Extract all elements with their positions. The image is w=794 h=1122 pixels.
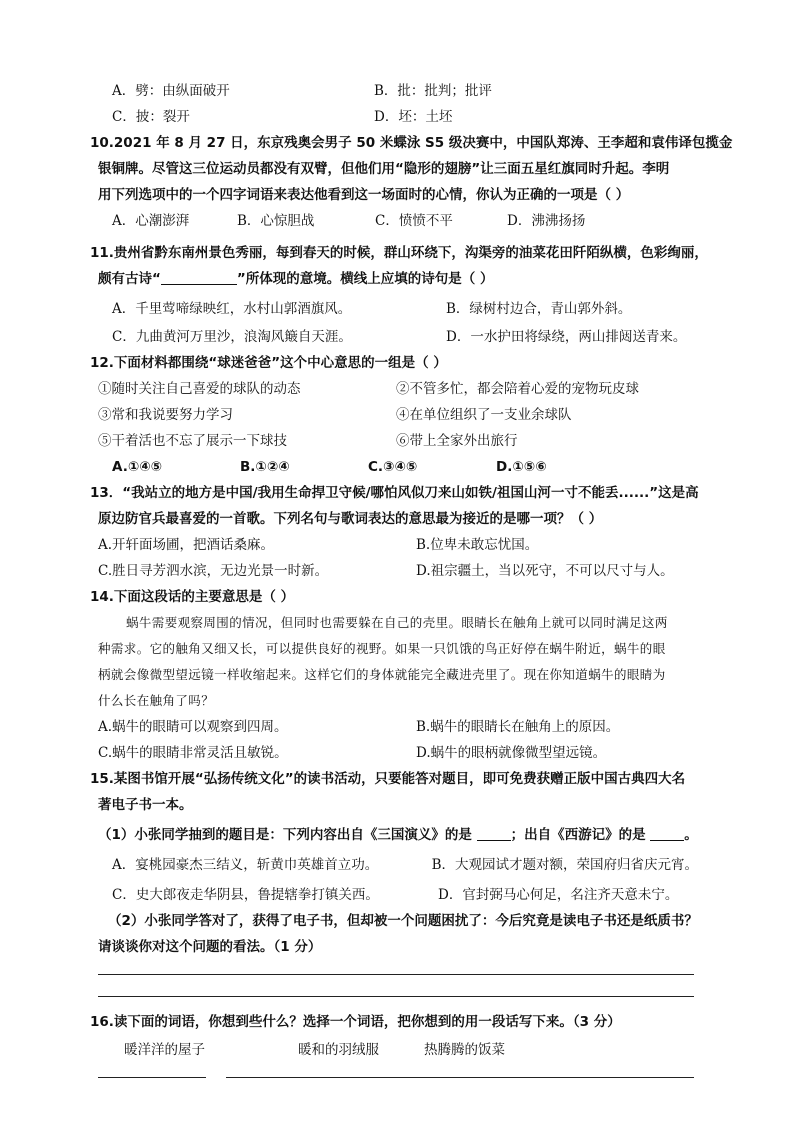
q14-passage-line2: 种需求。它的触角又细又长，可以提供良好的视野。如果一只饥饿的鸟正好停在蜗牛附近，蜗牛的眼 bbox=[98, 641, 666, 656]
q9-option-b: B．批：批判；批评 bbox=[374, 83, 492, 99]
q10-stem-line1: 10.2021 年 8 月 27 日，东京残奥会男子 50 米蝶泳 S5 级决赛中，中国队郑涛、王李超和袁伟译包揽金 bbox=[90, 135, 733, 151]
q15-sub2-line1: （2）小张同学答对了，获得了电子书，但却被一个问题困扰了：今后究竟是读电子书还是纸质书？ bbox=[108, 913, 698, 929]
q9-option-c: C．披：裂开 bbox=[112, 109, 190, 125]
q13-option-b: B.位卑未敢忘忧国。 bbox=[416, 537, 539, 553]
q14-passage-line4: 什么长在触角了吗？ bbox=[98, 693, 215, 708]
q11-stem-line2 bbox=[98, 266, 698, 292]
q13-option-d: D.祖宗疆土，当以死守，不可以尺寸与人。 bbox=[416, 563, 674, 579]
q15-sub1-pre: （1）小张同学抽到的题目是：下列内容出自《三国演义》的是 bbox=[98, 827, 477, 843]
q12-stem: 12.下面材料都围绕“球迷爸爸”这个中心意思的一组是（ ） bbox=[90, 355, 447, 371]
q12-item-5: ⑤干着活也不忘了展示一下球技 bbox=[98, 433, 287, 449]
q12-option-a: A.①④⑤ bbox=[112, 459, 163, 475]
q14-options-row1 bbox=[98, 714, 698, 740]
q9-option-a: A．劈：由纵面破开 bbox=[112, 83, 230, 99]
q9-options-row1 bbox=[98, 78, 698, 104]
q12-option-b: B.①②④ bbox=[240, 459, 290, 475]
q11-answer-blank[interactable] bbox=[161, 268, 237, 285]
q15-sub2-line2: 请谈谈你对这个问题的看法。（1 分） bbox=[98, 939, 322, 955]
q11-option-a: A．千里莺啼绿映红，水村山郭酒旗风。 bbox=[112, 301, 352, 317]
q11-stem-line1: 11.贵州省黔东南州景色秀丽，每到春天的时候，群山环绕下，沟渠旁的油菜花田阡陌纵横，色彩绚丽， bbox=[90, 245, 708, 261]
q11-options-row2 bbox=[98, 324, 698, 350]
q14-stem: 14.下面这段话的主要意思是（ ） bbox=[90, 589, 295, 605]
q16-word-2: 暖和的羽绒服 bbox=[298, 1042, 379, 1058]
q15-sub1 bbox=[98, 822, 698, 848]
q12-items-row3 bbox=[98, 428, 698, 454]
q9-options-row2 bbox=[98, 104, 698, 130]
q14-passage-line1: 蜗牛需要观察周围的情况，但同时也需要躲在自己的壳里。眼睛长在触角上就可以同时满足这两 bbox=[126, 615, 668, 630]
q12-option-c: C.③④⑤ bbox=[368, 459, 418, 475]
q10-options bbox=[98, 208, 698, 234]
q13-stem-line1: 13．“我站立的地方是中国/我用生命捍卫守候/哪怕风似刀来山如铁/祖国山河一寸不能丢......”这是高 bbox=[90, 485, 699, 501]
q10-stem-line3: 用下列选项中的一个四字词语来表达他看到这一场面时的心情，你认为正确的一项是（ ） bbox=[98, 187, 630, 203]
q15-options-row1 bbox=[98, 852, 698, 878]
q11-option-b: B．绿树村边合，青山郭外斜。 bbox=[446, 301, 632, 317]
q15-option-d: D．官封弼马心何足，名注齐天意未宁。 bbox=[438, 887, 679, 903]
q12-option-d: D.①⑤⑥ bbox=[496, 459, 547, 475]
q14-passage-line3: 柄就会像微型望远镜一样收缩起来。这样它们的身体就能完全藏进壳里了。现在你知道蜗牛的眼睛为 bbox=[98, 667, 666, 682]
q10-option-b: B．心惊胆战 bbox=[237, 213, 315, 229]
q14-option-d: D.蜗牛的眼柄就像微型望远镜。 bbox=[416, 745, 607, 761]
q12-item-3: ③常和我说要努力学习 bbox=[98, 407, 233, 423]
q12-item-2: ②不管多忙，都会陪着心爱的宠物玩皮球 bbox=[396, 381, 639, 397]
q16-answer-line-long[interactable] bbox=[226, 1077, 694, 1078]
q12-item-4: ④在单位组织了一支业余球队 bbox=[396, 407, 572, 423]
q15-option-b: B．大观园试才题对额，荣国府归省庆元宵。 bbox=[431, 857, 698, 873]
q11-stem-pre: 颇有古诗“ bbox=[98, 271, 161, 287]
q15-option-c: C．史大郎夜走华阴县，鲁提辖拳打镇关西。 bbox=[112, 887, 379, 903]
q11-options-row1 bbox=[98, 296, 698, 322]
q15-option-a: A．宴桃园豪杰三结义，斩黄巾英雄首立功。 bbox=[112, 857, 379, 873]
q16-word-3: 热腾腾的饭菜 bbox=[424, 1042, 505, 1058]
q16-answer-lines bbox=[98, 1077, 698, 1078]
q15-sub1-blank1[interactable] bbox=[477, 824, 511, 841]
q10-stem-line2: 银铜牌。尽管这三位运动员都没有双臂，但他们用“隐形的翅膀”让三面五星红旗同时升起。李明 bbox=[98, 161, 670, 177]
exam-page bbox=[90, 78, 733, 1078]
q15-stem-line1: 15.某图书馆开展“弘扬传统文化”的读书活动，只要能答对题目，即可免费获赠正版中国古典四大名 bbox=[90, 771, 686, 787]
q11-option-c: C．九曲黄河万里沙，浪淘风簸自天涯。 bbox=[112, 329, 352, 345]
q15-sub1-mid: ；出自《西游记》的是 bbox=[510, 827, 651, 843]
q14-option-b: B.蜗牛的眼睛长在触角上的原因。 bbox=[416, 719, 620, 735]
q15-sub1-blank2[interactable] bbox=[650, 824, 684, 841]
q15-options-row2 bbox=[98, 882, 698, 908]
q13-stem-line2: 原边防官兵最喜爱的一首歌。下列名句与歌词表达的意思最为接近的是哪一项？（ ） bbox=[98, 511, 603, 527]
q13-option-a: A.开轩面场圃，把酒话桑麻。 bbox=[98, 537, 275, 553]
q14-option-a: A.蜗牛的眼睛可以观察到四周。 bbox=[98, 719, 288, 735]
q15-stem-line2: 著电子书一本。 bbox=[98, 797, 193, 813]
q14-options-row2 bbox=[98, 740, 698, 766]
q16-words bbox=[98, 1037, 698, 1063]
q12-options bbox=[98, 454, 698, 480]
q10-option-a: A．心潮澎湃 bbox=[112, 213, 190, 229]
q11-stem-post: ”所体现的意境。横线上应填的诗句是（ ） bbox=[236, 271, 494, 287]
q16-stem: 16.读下面的词语，你想到些什么？选择一个词语，把你想到的用一段话写下来。（3 分） bbox=[90, 1014, 621, 1030]
q12-item-6: ⑥带上全家外出旅行 bbox=[396, 433, 518, 449]
q13-option-c: C.胜日寻芳泗水滨，无边光景一时新。 bbox=[98, 563, 329, 579]
q10-option-d: D．沸沸扬扬 bbox=[507, 213, 586, 229]
q12-items-row2 bbox=[98, 402, 698, 428]
q12-item-1: ①随时关注自己喜爱的球队的动态 bbox=[98, 381, 301, 397]
q10-option-c: C．愤愤不平 bbox=[375, 213, 453, 229]
q12-items-row1 bbox=[98, 376, 698, 402]
q13-options-row1 bbox=[98, 532, 698, 558]
q14-option-c: C.蜗牛的眼睛非常灵活且敏锐。 bbox=[98, 745, 288, 761]
q9-option-d: D．坯：土坯 bbox=[374, 109, 453, 125]
q15-sub1-end: 。 bbox=[684, 827, 698, 843]
q16-answer-line-short[interactable] bbox=[98, 1077, 206, 1078]
q16-word-1: 暖洋洋的屋子 bbox=[124, 1042, 205, 1058]
q14-passage bbox=[98, 610, 698, 714]
q13-options-row2 bbox=[98, 558, 698, 584]
q11-option-d: D．一水护田将绿绕，两山排闼送青来。 bbox=[446, 329, 687, 345]
